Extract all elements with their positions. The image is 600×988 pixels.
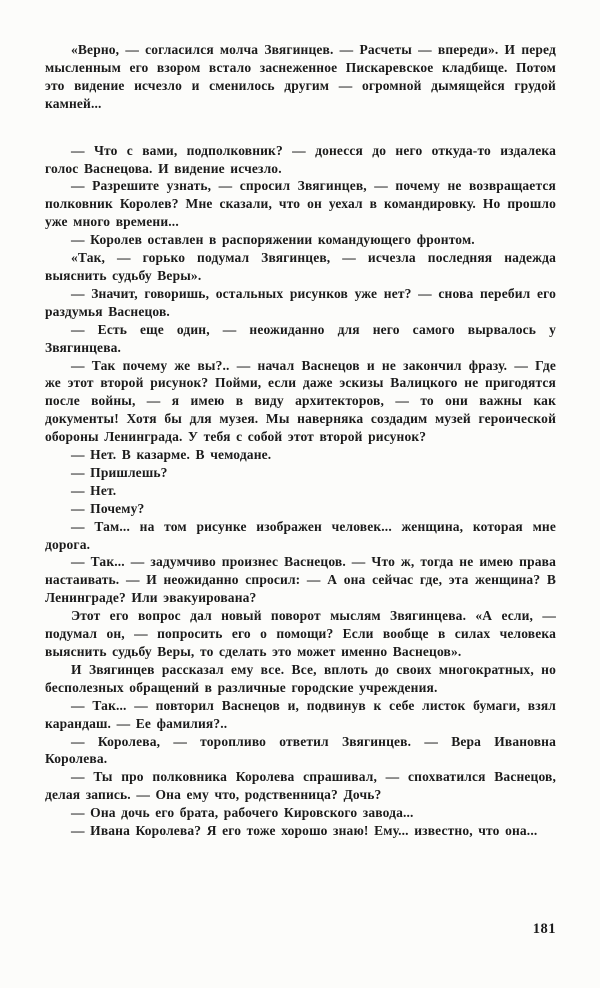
paragraph: — Ты про полковника Королева спрашивал, — спохватился Васнецов, делая запись. — Она ему что, родственница? Дочь?	[45, 769, 556, 803]
paragraph: — Разрешите узнать, — спросил Звягинцев, — почему не возвращается полковник Королев? Мне сказали, что он уехал в командировку. Но прошло уже много времени...	[45, 178, 556, 230]
paragraph: «Так, — горько подумал Звягинцев, — исчезла последняя надежда выяснить судьбу Веры».	[45, 250, 556, 283]
paragraph: — Так... — повторил Васнецов и, подвинув к себе листок бумаги, взял карандаш. — Ее фамилия?..	[45, 697, 556, 731]
page-text	[45, 41, 556, 840]
paragraph: — Она дочь его брата, рабочего Кировского завода...	[71, 805, 414, 821]
paragraph: — Там... на том рисунке изображен человек... женщина, которая мне дорога.	[45, 518, 556, 552]
paragraph: И Звягинцев рассказал ему все. Все, вплоть до своих многократных, но бесполезных обращений в различные городские учреждения.	[45, 661, 556, 695]
paragraph: — Есть еще один, — неожиданно для него самого вырвалось у Звягинцева.	[45, 321, 556, 355]
paragraph: — Королев оставлен в распоряжении командующего фронтом.	[71, 232, 475, 248]
paragraph: — Нет.	[71, 482, 117, 498]
paragraph: — Ивана Королева? Я его тоже хорошо знаю! Ему... известно, что она...	[71, 823, 538, 839]
paragraph: «Верно, — согласился молча Звягинцев. — Расчеты — впереди». И перед мысленным его взором встало заснеженное Пискаревское кладбище. Потом это видение исчезло и сменилось другим — огромной дымящейся грудой камней...	[45, 42, 556, 111]
paragraph: — Так почему же вы?.. — начал Васнецов и не закончил фразу. — Где же этот второй рисунок? Пойми, если даже эскизы Валицкого не пригодятся после войны, — я имею в виду архитекторов, — то они важны как документы! Хотя бы для музея. Мы наверняка создадим музей героической обороны Ленинграда. У тебя с собой этот второй рисунок?	[45, 357, 556, 445]
paragraph: — Так... — задумчиво произнес Васнецов. — Что ж, тогда не имею права настаивать. — И неожиданно спросил: — А она сейчас где, эта женщина? В Ленинграде? Или эвакуирована?	[45, 554, 556, 606]
paragraph: — Почему?	[71, 500, 145, 516]
paragraph: — Пришлешь?	[71, 464, 168, 480]
paragraph: — Нет. В казарме. В чемодане.	[71, 447, 272, 463]
paragraph: Этот его вопрос дал новый поворот мыслям Звягинцева. «А если, — подумал он, — попросить его о помощи? Если вообще в силах человека выяснить судьбу Веры, то сделать это может именно Васнецов».	[45, 608, 556, 659]
paragraph: — Что с вами, подполковник? — донесся до него откуда-то издалека голос Васнецова. И видение исчезло.	[45, 142, 556, 176]
paragraph: — Значит, говоришь, остальных рисунков уже нет? — снова перебил его раздумья Васнецов.	[45, 285, 556, 319]
paragraph: — Королева, — торопливо ответил Звягинцев. — Вера Ивановна Королева.	[45, 733, 556, 767]
page-number: 181	[532, 921, 556, 937]
